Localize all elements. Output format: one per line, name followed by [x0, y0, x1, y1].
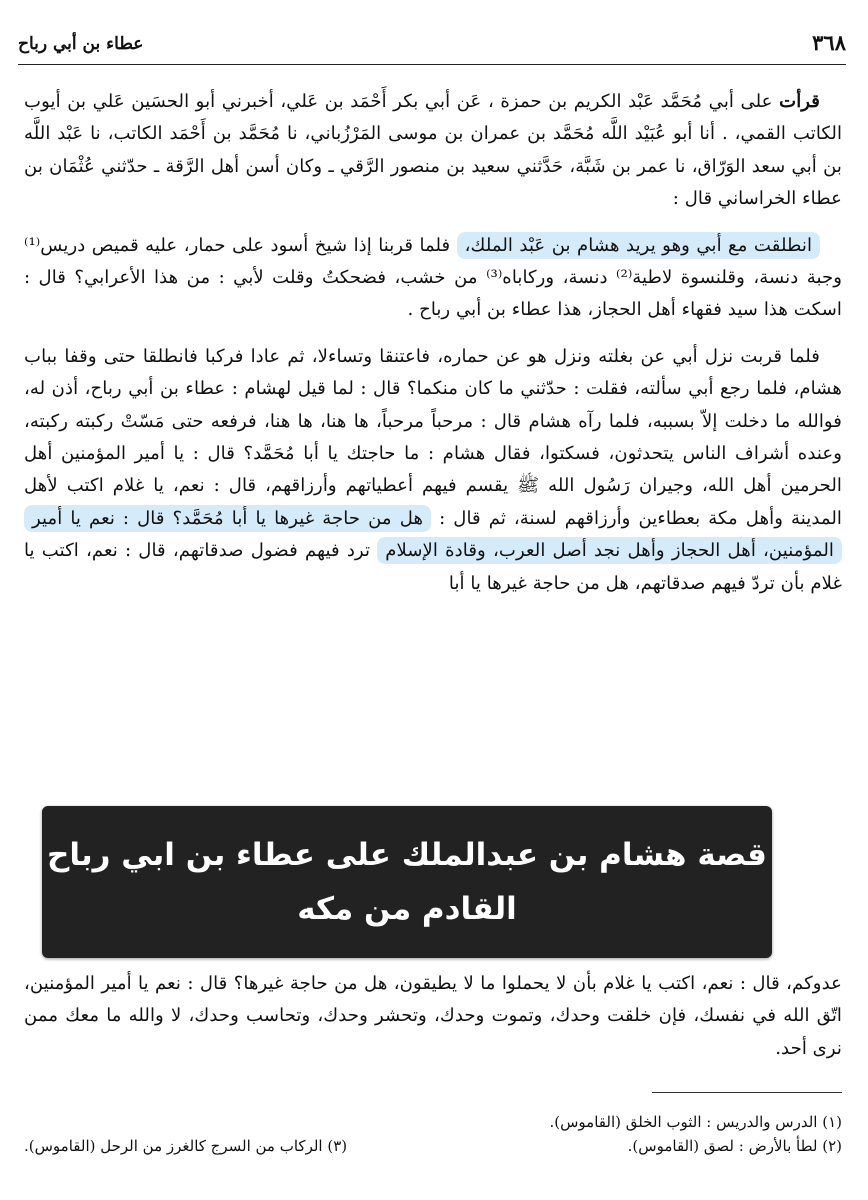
highlighted-text-1: انطلقت مع أبي وهو يريد هشام بن عَبْد الملك، [457, 232, 820, 259]
footnotes [24, 1110, 842, 1158]
highlighted-text-2: هل من حاجة غيرها يا أبا مُحَمَّد؟ قال : نعم يا أمير المؤمنين، أهل الحجاز وأهل نجد أصل العرب، وقادة الإسلام [24, 505, 842, 564]
paragraph-3-text: فلما قربت نزل أبي عن بغلته ونزل هو عن حماره، فاعتنقا وتساءلا، ثم عادا فركبا فانطلقا حتى وقفا بباب هشام، فلما رجع أبي سألته، فقلت : حدّثني ما كان منكما؟ قال : لما قيل لهشام : عطاء بن أبي رباح، أذن له، فوالله ما دخلت إلاّ بسببه، فلما رآه هشام قال : مرحباً مرحباً، ها هنا، ها هنا، فرفعه حتى مَسّتْ ركبته ركبته، وعنده أشراف الناس يتحدثون، فسكتوا، فقال هشام : ما حاجتك يا أبا مُحَمَّد؟ قال : يا أمير المؤمنين أهل الحرمين أهل الله، وجيران رَسُول الله ﷺ يقسم فيهم أعطياتهم وأرزاقهم، قال : نعم، يا غلام اكتب لأهل المدينة وأهل مكة بعطاءين وأرزاقهم لسنة، ثم قال : [24, 345, 843, 529]
footnote-divider [652, 1092, 842, 1093]
body-text-after-overlay [24, 968, 842, 1065]
footnote-3: (٣) الركاب من السرج كالغرز من الرحل (القاموس). [24, 1137, 348, 1155]
paragraph-1-lead: قرأت [779, 91, 820, 112]
paragraph-3-tail: ترد فيهم فضول صدقاتهم، قال : نعم، اكتب يا غلام بأن تردّ فيهم صدقاتهم، هل من حاجة غيرها يا أبا [24, 540, 842, 594]
paragraph-2-text: فلما قربنا إذا شيخ أسود على حمار، عليه قميص دريس⁽¹⁾ وجبة دنسة، وقلنسوة لاطية⁽²⁾ دنسة، وركاباه⁽³⁾ من خشب، فضحكتُ وقلت لأبي : من هذا الأعرابي؟ قال : اسكت هذا سيد فقهاء أهل الحجاز، هذا عطاء بن أبي رباح . [24, 234, 843, 321]
page-header [18, 30, 846, 65]
page-number: ٣٦٨ [812, 30, 846, 55]
paragraph-1-text: على أبي مُحَمَّد عَبْد الكريم بن حمزة ، عَن أبي بكر أَحْمَد بن عَلي، أخبرني أبو الحسَين عَلي بن أيوب الكاتب القمي، . أنا أبو عُبَيْد اللَّه مُحَمَّد بن عمران بن موسى المَرْزُباني، نا مُحَمَّد بن أَحْمَد الكاتب، نا عَبْد اللَّه بن أبي سعد الوَرّاق، نا عمر بن شَبَّة، حَدَّثني سعيد بن منصور الرَّقي ـ وكان أسن أهل الرَّقة ـ حدّثني عُثْمَان بن عطاء الخراساني قال : [24, 91, 842, 210]
body-text [24, 86, 842, 600]
caption-overlay [42, 806, 772, 958]
paragraph-3 [24, 341, 842, 600]
footnote-2: (٢) لطأ بالأرض : لصق (القاموس). [627, 1137, 842, 1155]
footnote-row [24, 1134, 842, 1158]
paragraph-2 [24, 230, 842, 327]
overlay-title-line-2: القادم من مكه [297, 891, 517, 927]
overlay-title-line-1: قصة هشام بن عبدالملك على عطاء بن ابي رباح [47, 837, 767, 873]
footnote-1: (١) الدرس والدريس : الثوب الخلق (القاموس). [549, 1113, 842, 1131]
paragraph-1 [24, 86, 842, 216]
paragraph-4 [24, 968, 842, 1065]
running-title: عطاء بن أبي رباح [18, 34, 144, 54]
paragraph-4-text: عدوكم، قال : نعم، اكتب يا غلام بأن لا يحملوا ما لا يطيقون، هل من حاجة غيرها؟ قال : نعم يا أمير المؤمنين، اتّق الله في نفسك، فإن خلقت وحدك، وتموت وحدك، وتحشر وحدك، وتحاسب وحدك، لا والله ما معك ممن نرى أحد. [24, 973, 842, 1059]
